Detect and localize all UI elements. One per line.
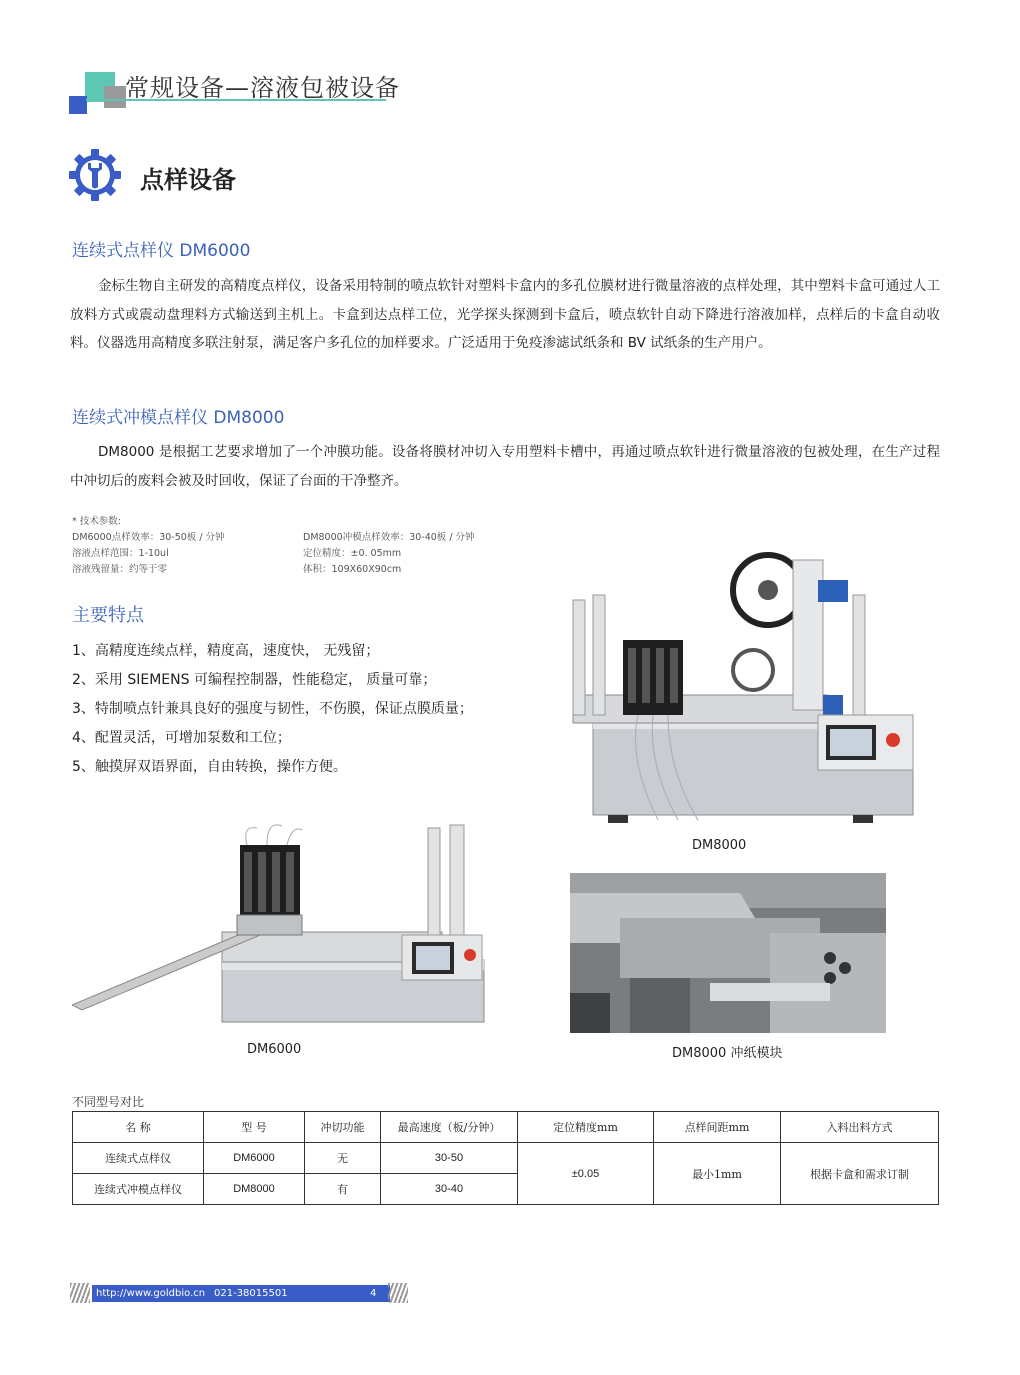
dm8000-photo [568,520,918,825]
table-cell: 有 [305,1174,381,1205]
feature-item: 5、触摸屏双语界面，自由转换，操作方便。 [72,759,347,775]
dm8000-paragraph: DM8000 是根据工艺要求增加了一个冲膜功能。设备将膜材冲切入专用塑料卡槽中，再通过喷点软针进行微量溶液的包被处理，在生产过程中冲切后的废料会被及时回收，保证了台面的干净整齐。 [70,444,940,489]
table-header-row [73,1112,939,1143]
footer-bar [92,1285,390,1302]
dm8000-heading: 连续式冲模点样仪 DM8000 [72,408,285,428]
table-cell-feed: 根据卡盒和需求订制 [781,1143,939,1205]
spec-item: 溶液点样范围：1-10ul [72,548,169,559]
table-cell: 连续式冲模点样仪 [73,1174,204,1205]
table-row [73,1143,939,1174]
table-header-cell: 入料出料方式 [781,1112,939,1143]
page-header-title: 常规设备—溶液包被设备 [125,74,400,102]
feature-item: 2、采用 SIEMENS 可编程控制器，性能稳定， 质量可靠； [72,672,437,688]
table-cell: 无 [305,1143,381,1174]
table-header-cell: 名 称 [73,1112,204,1143]
comparison-table [72,1111,939,1205]
table-header-cell: 点样间距mm [654,1112,781,1143]
footer-url-link[interactable]: http://www.goldbio.cn [96,1288,206,1299]
caption-dm6000: DM6000 [247,1042,302,1057]
wrench-gear-icon [68,148,122,202]
table-cell: DM8000 [204,1174,305,1205]
caption-punch-module: DM8000 冲纸模块 [672,1046,783,1061]
section-title: 点样设备 [140,166,236,194]
table-header-cell: 最高速度（板/分钟） [381,1112,518,1143]
table-cell-spacing: 最小1mm [654,1143,781,1205]
features-title: 主要特点 [72,605,144,626]
dm6000-heading: 连续式点样仪 DM6000 [72,241,251,261]
feature-item: 3、特制喷点针兼具良好的强度与韧性，不伤膜，保证点膜质量； [72,701,473,717]
table-header-cell: 冲切功能 [305,1112,381,1143]
specs-label: * 技术参数: [72,516,121,527]
specs-right [303,530,475,578]
spec-item: 溶液残留量：约等于零 [72,564,168,575]
table-cell: 连续式点样仪 [73,1143,204,1174]
features-list [72,637,473,782]
caption-dm8000: DM8000 [692,838,747,853]
punch-module-photo [570,873,886,1033]
dm6000-photo [72,820,492,1030]
footer-stripes-right [388,1283,408,1303]
spec-item: 定位精度：±0. 05mm [303,548,402,559]
spec-item: 体积：109X60X90cm [303,564,402,575]
table-cell: DM6000 [204,1143,305,1174]
table-header-cell: 型 号 [204,1112,305,1143]
table-header-cell: 定位精度mm [518,1112,654,1143]
table-cell: 30-40 [381,1174,518,1205]
feature-item: 4、配置灵活，可增加泵数和工位； [72,730,291,746]
page-number: 4 [370,1288,377,1299]
header-gray-square [104,86,126,108]
footer-phone: 021-38015501 [214,1288,288,1299]
feature-item: 1、高精度连续点样，精度高，速度快， 无残留； [72,643,380,659]
spec-item: DM8000冲模点样效率：30-40板 / 分钟 [303,532,475,543]
spec-item: DM6000点样效率：30-50板 / 分钟 [72,532,225,543]
footer-stripes-left [70,1283,90,1303]
table-cell-precision: ±0.05 [518,1143,654,1205]
table-cell: 30-50 [381,1143,518,1174]
specs-left [72,530,225,578]
dm6000-paragraph: 金标生物自主研发的高精度点样仪，设备采用特制的喷点软针对塑料卡盒内的多孔位膜材进行微量溶液的点样处理，其中塑料卡盒可通过人工放料方式或震动盘理料方式输送到主机上。卡盒到达点样工位，光学探头探测到卡盒后，喷点软针自动下降进行溶液加样，点样后的卡盒自动收料。仪器选用高精度多联注射泵，满足客户多孔位的加样要求。广泛适用于免疫渗滤试纸条和 BV 试纸条的生产用户。 [70,278,940,351]
table-caption: 不同型号对比 [72,1095,145,1109]
header-blue-square [69,96,87,114]
